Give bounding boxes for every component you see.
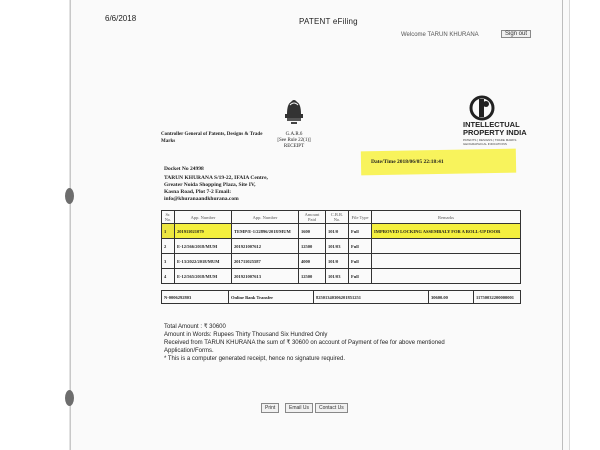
print-button[interactable]: Print [261,403,279,413]
table-cell: 201911021079 [175,224,232,239]
receipt-summary [164,323,494,363]
table-cell: 4 [162,269,175,284]
table-cell: Full [349,254,372,269]
table-cell [372,269,521,284]
total-amount: Total Amount : ₹ 30600 [164,324,226,330]
column-header: Sr. No. [162,211,175,224]
table-cell [372,254,521,269]
ip-india-logo-icon [469,95,495,121]
contact-us-button[interactable]: Contact Us [315,403,348,413]
page-edge [562,0,563,450]
table-row [162,269,521,284]
table-cell: E-12/565/2018/MUM [175,269,232,284]
national-emblem-icon [283,96,305,126]
table-row [162,224,521,239]
table-cell: 101/03 [326,269,349,284]
table-cell: 30600.00 [429,291,474,304]
table-cell: 4000 [299,254,326,269]
table-cell: 201921007613 [232,269,299,284]
ip-india-tagline: PATENTS | DESIGNS | TRADE MARKS GEOGRAPHICAL INDICATIONS [463,138,517,146]
table-row [162,291,521,304]
page-title: PATENT eFiling [299,17,358,26]
amount-in-words: Amount in Words: Rupees Thirty Thousand Six Hundred Only [164,332,328,338]
table-cell: TEMP/E-1/22896/2018/MUM [232,224,299,239]
table-cell: Full [349,224,372,239]
table-cell: Full [349,269,372,284]
docket-number: Docket No 24998 [164,166,204,172]
table-cell: N-0006292803 [162,291,229,304]
table-cell: 101/0 [326,254,349,269]
computer-generated-note: * This is a computer generated receipt, hence no signature required. [164,356,345,362]
table-cell: 11750032200000001 [474,291,521,304]
table-cell [372,239,521,254]
table-cell: E-13/2022/2018/MUM [175,254,232,269]
table-cell: 1 [162,224,175,239]
welcome-text: Welcome TARUN KHURANA [401,32,479,38]
table-cell: IMPROVED LOCKING ASSEMBALY FOR A ROLL-UP DOOR [372,224,521,239]
table-cell: 1600 [299,224,326,239]
table-cell: 101/03 [326,239,349,254]
receipt-datetime: Date/Time 2018/06/05 22:18:41 [371,159,444,165]
receipt-caption: G.A.R.6 [See Rule 22(1)] RECEIPT [277,132,311,149]
column-header: C.B.R. No. [326,211,349,224]
column-header: App. Number [232,211,299,224]
column-header: Remarks [372,211,521,224]
table-cell: E-12/566/2018/MUM [175,239,232,254]
punch-hole [65,390,74,406]
column-header: File Type [349,211,372,224]
print-date: 6/6/2018 [105,14,137,23]
table-cell: 82501340306201851251 [314,291,429,304]
column-header: Amount Paid [299,211,326,224]
document-page [70,0,569,450]
table-cell: Full [349,239,372,254]
table-cell: 201921007612 [232,239,299,254]
punch-hole [65,188,74,204]
column-header: App. Number [175,211,232,224]
fee-table [161,210,521,284]
table-cell: 201711025587 [232,254,299,269]
applicant-address: TARUN KHURANA S/19-22, IFAIA Centre, Greater Noida Shopping Plaza, Site IV, Kasna Road, Plot 7-2 Email: info@khuranaandkhurana.com [164,175,268,202]
table-cell: Online Bank Transfer [229,291,314,304]
table-cell: 3 [162,254,175,269]
table-header-row [162,211,521,224]
table-cell: 101/0 [326,224,349,239]
payment-summary-table [161,290,521,304]
table-cell: 12500 [299,239,326,254]
email-us-button[interactable]: Email Us [285,403,313,413]
sign-out-button[interactable]: Sign out [501,30,531,38]
table-cell: 12500 [299,269,326,284]
table-row [162,239,521,254]
table-row [162,254,521,269]
office-name: Controller General of Patents, Designs & Trade Marks [161,132,263,144]
ip-india-wordmark: INTELLECTUAL PROPERTY INDIA [463,120,527,137]
table-cell: 2 [162,239,175,254]
received-statement: Received from TARUN KHURANA the sum of ₹ 30600 on account of Payment of fee for above mentioned Application/Forms. [164,340,445,354]
